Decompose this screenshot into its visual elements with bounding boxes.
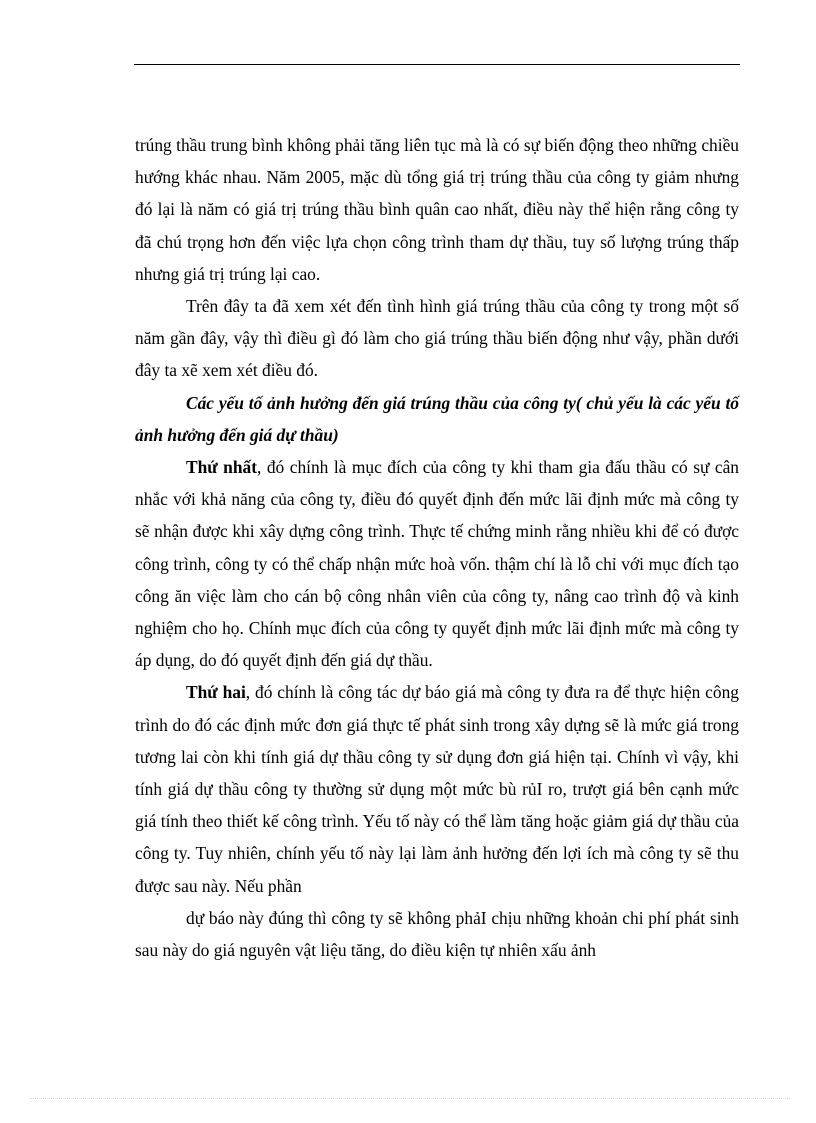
header-rule xyxy=(134,64,740,65)
paragraph-2: Trên đây ta đã xem xét đến tình hình giá trúng thầu của công ty trong một số năm gần đây, vậy thì điều gì đó làm cho giá trúng thầu biến động như vậy, phần dưới đây ta xẽ xem xét điều đó. xyxy=(135,296,739,381)
paragraph-4-lead: Thứ hai xyxy=(186,682,246,703)
document-body xyxy=(135,129,739,966)
paragraph-3-lead: Thứ nhất xyxy=(186,457,258,478)
footer-rule xyxy=(30,1098,790,1099)
paragraph-1: trúng thầu trung bình không phải tăng liên tục mà là có sự biến động theo những chiều hướng khác nhau. Năm 2005, mặc dù tổng giá trị trúng thầu của công ty giảm nhưng đó lại là năm có giá trị trúng thầu bình quân cao nhất, điều này thể hiện rằng công ty đã chú trọng hơn đến việc lựa chọn công trình tham dự thầu, tuy số lượng trúng thấp nhưng giá trị trúng lại cao. xyxy=(135,135,739,284)
paragraph-5: dự báo này đúng thì công ty sẽ không phảI chịu những khoản chi phí phát sinh sau này do giá nguyên vật liệu tăng, do điều kiện tự nhiên xấu ảnh xyxy=(135,907,739,961)
paragraph-4-body: , đó chính là công tác dự báo giá mà công ty đưa ra để thực hiện công trình do đó các định mức đơn giá thực tế phát sinh trong xây dựng sẽ là mức giá trong tương lai còn khi tính giá dự thầu công ty sử dụng đơn giá hiện tại. Chính vì vậy, khi tính giá dự thầu công ty thường sử dụng một mức bù rủI ro, trượt giá bên cạnh mức giá tính theo thiết kế công trình. Yếu tố này có thể làm tăng hoặc giảm giá dự thầu của công ty. Tuy nhiên, chính yếu tố này lại làm ảnh hưởng đến lợi ích mà công ty sẽ thu được sau này. Nếu phần xyxy=(135,682,739,896)
paragraph-3 xyxy=(135,451,739,676)
section-heading: Các yếu tố ảnh hưởng đến giá trúng thầu của công ty( chủ yếu là các yếu tố ảnh hưởng đến giá dự thầu) xyxy=(135,392,739,445)
paragraph-4 xyxy=(135,676,739,901)
paragraph-3-body: , đó chính là mục đích của công ty khi tham gia đấu thầu có sự cân nhắc với khả năng của công ty, điều đó quyết định đến mức lãi định mức mà công ty sẽ nhận được khi xây dựng công trình. Thực tế chứng minh rằng nhiều khi để có được công trình, công ty có thể chấp nhận mức hoà vốn. thậm chí là lỗ chỉ với mục đích tạo công ăn việc làm cho cán bộ công nhân viên của công ty, nâng cao trình độ và kinh nghiệm cho họ. Chính mục đích của công ty quyết định mức lãi định mức mà công ty áp dụng, do đó quyết định đến giá dự thầu. xyxy=(135,457,740,671)
